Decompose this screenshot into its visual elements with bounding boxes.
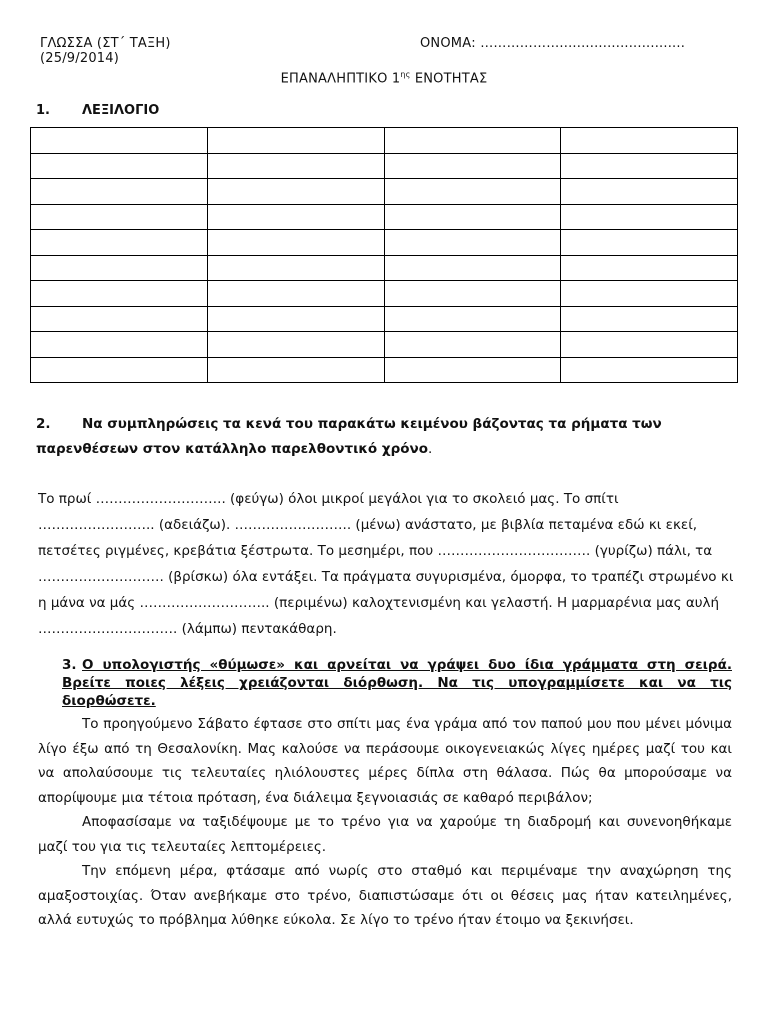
- vocab-cell[interactable]: [384, 255, 561, 281]
- vocab-cell[interactable]: [207, 128, 384, 154]
- vocab-cell[interactable]: [384, 179, 561, 205]
- vocab-cell[interactable]: [207, 281, 384, 307]
- vocab-cell[interactable]: [31, 306, 208, 332]
- vocab-cell[interactable]: [561, 306, 738, 332]
- vocab-cell[interactable]: [384, 153, 561, 179]
- vocab-cell[interactable]: [561, 281, 738, 307]
- vocab-cell[interactable]: [561, 332, 738, 358]
- vocab-cell[interactable]: [207, 153, 384, 179]
- vocab-cell[interactable]: [561, 179, 738, 205]
- vocab-cell[interactable]: [31, 332, 208, 358]
- paragraph: Το προηγούμενο Σάβατο έφτασε στο σπίτι μας ένα γράμα από τον παπού μου που μένει μόνιμα λίγο έξω από τη Θεσαλονίκη. Μας καλούσε να περάσουμε οικογενειακώς λίγες ημέρες μαζί του και να απολαύσουμε τις τελευταίες ηλιόλουστες μέρες δίπλα στη θάλασα. Πώς θα μπορούσαμε να απορίψουμε μια τέτοια πρόταση, ένα διάλειμα ξεγνοιασιάς σε καθαρό περιβάλον;: [38, 716, 732, 806]
- section-2-text: Το πρωί ……………………….. (φεύγω) όλοι μικροί μεγάλοι για το σκολειό μας. Το σπίτι …………………….. (αδειάζω). …………………….. (μένω) ανάστατο, με βιβλία πεταμένα εδώ κι εκεί, πετσέτες ριγμένες, κρεβάτια ξέστρωτα. Το μεσημέρι, που ……………………………. (γυρίζω) πάλι, τα ………………………. (βρίσκω) όλα εντάξει. Τα πράγματα συγυρισμένα, όμορφα, το τραπέζι στρωμένο κι η μάνα να μάς ……………………….. (περιμένω) καλοχτενισμένη και γελαστή. Η μαρμαρένια μας αυλή …………………………. (λάμπω) πεντακάθαρη.: [38, 491, 734, 637]
- vocab-cell[interactable]: [561, 255, 738, 281]
- section-1-title: ΛΕΞΙΛΟΓΙΟ: [82, 103, 160, 118]
- vocab-cell[interactable]: [561, 230, 738, 256]
- section-3-number: 3.: [62, 657, 77, 673]
- vocab-cell[interactable]: [31, 204, 208, 230]
- vocab-cell[interactable]: [561, 153, 738, 179]
- section-3-instruction: [62, 656, 732, 710]
- section-2-number: 2.: [36, 416, 51, 432]
- vocab-cell[interactable]: [384, 357, 561, 383]
- vocab-cell[interactable]: [384, 230, 561, 256]
- vocab-cell[interactable]: [207, 332, 384, 358]
- vocab-cell[interactable]: [31, 128, 208, 154]
- vocab-row: [31, 281, 738, 307]
- vocab-cell[interactable]: [207, 179, 384, 205]
- vocab-cell[interactable]: [384, 332, 561, 358]
- title-post: ΕΝΟΤΗΤΑΣ: [410, 71, 488, 87]
- vocab-cell[interactable]: [207, 204, 384, 230]
- vocab-cell[interactable]: [207, 357, 384, 383]
- title-sup: ης: [400, 70, 411, 79]
- vocab-cell[interactable]: [31, 357, 208, 383]
- vocab-cell[interactable]: [31, 230, 208, 256]
- vocab-row: [31, 128, 738, 154]
- vocab-cell[interactable]: [384, 306, 561, 332]
- vocab-cell[interactable]: [561, 128, 738, 154]
- title-pre: ΕΠΑΝΑΛΗΠΤΙΚΟ 1: [280, 71, 401, 87]
- vocab-cell[interactable]: [561, 204, 738, 230]
- page-title: [0, 70, 768, 86]
- vocab-row: [31, 153, 738, 179]
- vocab-cell[interactable]: [384, 281, 561, 307]
- vocab-cell[interactable]: [31, 153, 208, 179]
- vocabulary-table: [30, 127, 738, 383]
- section-1-heading: [36, 103, 159, 118]
- vocab-cell[interactable]: [31, 255, 208, 281]
- section-2-instruction-text: Να συμπληρώσεις τα κενά του παρακάτω κειμένου βάζοντας τα ρήματα των παρενθέσεων στον κατάλληλο παρελθοντικό χρόνο: [36, 416, 662, 457]
- vocab-cell[interactable]: [561, 357, 738, 383]
- vocab-cell[interactable]: [384, 128, 561, 154]
- vocab-cell[interactable]: [207, 255, 384, 281]
- vocab-row: [31, 179, 738, 205]
- vocab-row: [31, 255, 738, 281]
- subject-label: ΓΛΩΣΣΑ (ΣΤ΄ ΤΑΞΗ): [40, 36, 171, 51]
- section-1-number: 1.: [36, 103, 50, 118]
- section-2-instruction: [36, 412, 736, 462]
- vocab-cell[interactable]: [207, 306, 384, 332]
- vocab-row: [31, 204, 738, 230]
- vocab-cell[interactable]: [31, 179, 208, 205]
- vocab-cell[interactable]: [384, 204, 561, 230]
- vocab-cell[interactable]: [207, 230, 384, 256]
- vocab-row: [31, 332, 738, 358]
- date-label: (25/9/2014): [40, 51, 120, 66]
- section-3-instruction-text: Ο υπολογιστής «θύμωσε» και αρνείται να γράψει δυο ίδια γράμματα στη σειρά. Βρείτε ποιες λέξεις χρειάζονται διόρθωση. Να τις υπογραμμίσετε και να τις διορθώσετε.: [62, 657, 732, 709]
- vocab-row: [31, 306, 738, 332]
- vocab-cell[interactable]: [31, 281, 208, 307]
- section-2-instruction-end: .: [428, 441, 433, 457]
- paragraph: Την επόμενη μέρα, φτάσαμε από νωρίς στο σταθμό και περιμέναμε την αναχώρηση της αμαξοστοιχίας. Όταν ανεβήκαμε στο τρένο, διαπιστώσαμε ότι οι θέσεις μας ήταν κατειλημένες, αλλά ευτυχώς το πρόβλημα λύθηκε εύκολα. Σε λίγο το τρένο ήταν έτοιμο να ξεκινήσει.: [38, 863, 732, 928]
- vocab-row: [31, 357, 738, 383]
- section-3-text: [38, 712, 732, 933]
- name-field: ΟΝΟΜΑ: ……………….............................: [420, 36, 686, 51]
- paragraph: Αποφασίσαμε να ταξιδέψουμε με το τρένο για να χαρούμε τη διαδρομή και συνενοηθήκαμε μαζί του για τις τελευταίες λεπτομέρειες.: [38, 814, 732, 855]
- vocab-row: [31, 230, 738, 256]
